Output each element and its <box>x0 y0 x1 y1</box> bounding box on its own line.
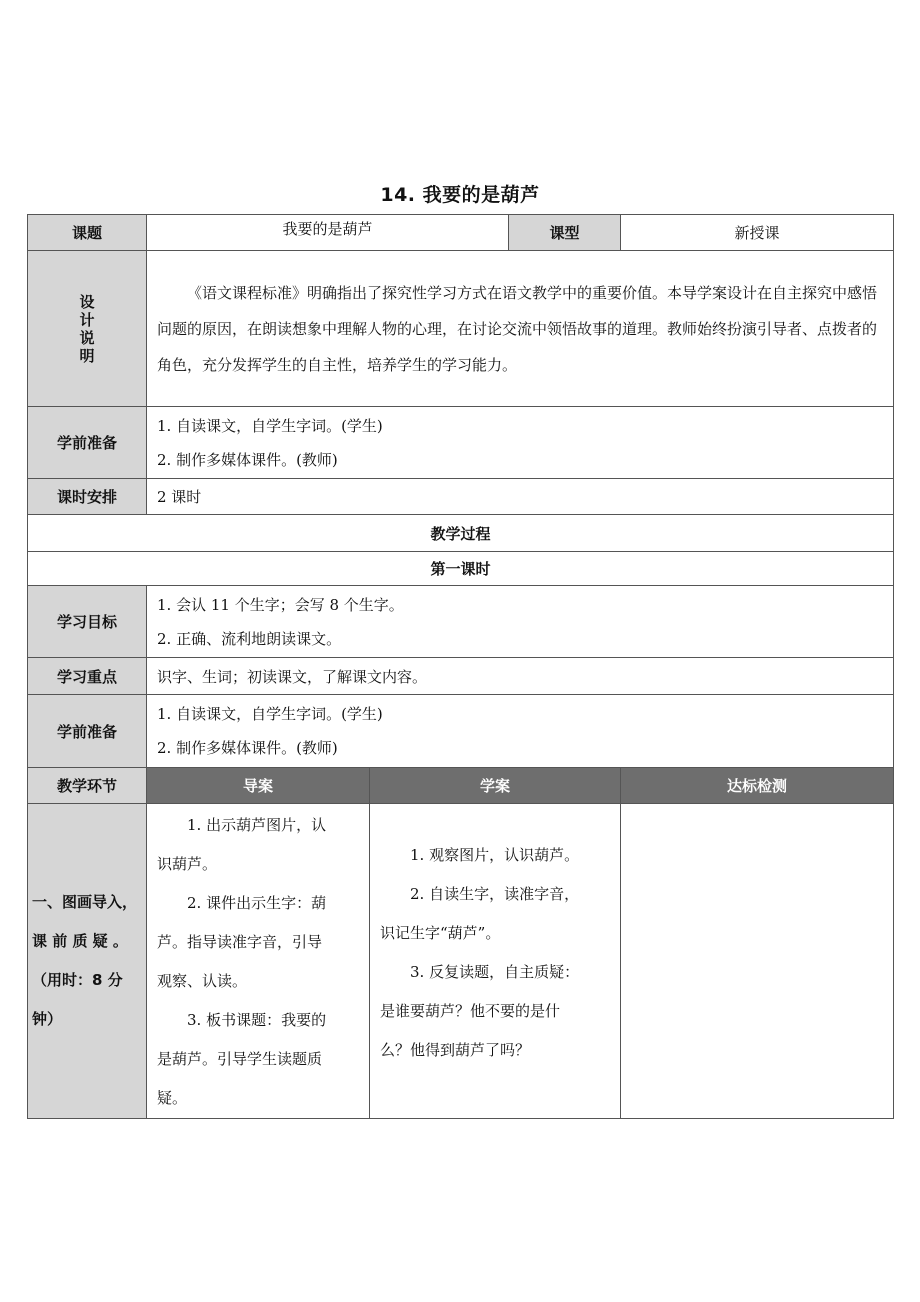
guide-line: 3. 板书课题：我要的 <box>187 1011 327 1029</box>
guide-line: 观察、认读。 <box>157 972 248 990</box>
design-label-char: 说 <box>79 328 95 347</box>
guide-line: 识葫芦。 <box>157 855 218 873</box>
stage1-row <box>28 804 894 1119</box>
goal-item: 1. 会认 11 个生字；会写 8 个生字。 <box>157 595 404 614</box>
goals-label: 学习目标 <box>28 586 147 658</box>
schedule-value: 2 课时 <box>147 479 894 515</box>
preparation-label: 学前准备 <box>28 407 147 479</box>
design-text: 《语文课程标准》明确指出了探究性学习方式在语文教学中的重要价值。本导学案设计在自主探究中感悟问题的原因，在朗读想象中理解人物的心理，在讨论交流中领悟故事的道理。教师始终扮演引导者、点拨者的角色，充分发挥学生的自主性，培养学生的学习能力。 <box>147 251 894 407</box>
type-value: 新授课 <box>621 215 894 251</box>
stage1-guide <box>147 804 370 1119</box>
stage1-label <box>28 804 147 1119</box>
document-title: 14. 我要的是葫芦 <box>380 184 540 206</box>
guide-line: 1. 出示葫芦图片，认 <box>187 816 327 834</box>
design-label <box>28 251 147 407</box>
guide-column-header: 导案 <box>147 768 370 804</box>
preparation2-label: 学前准备 <box>28 695 147 768</box>
topic-label: 课题 <box>28 215 147 251</box>
focus-label: 学习重点 <box>28 658 147 695</box>
stage1-label-line: 一、图画导入， <box>32 893 138 911</box>
lesson-title-row <box>28 552 894 586</box>
focus-value: 识字、生词；初读课文，了解课文内容。 <box>147 658 894 695</box>
stage1-label-line: 课 前 质 疑 。 <box>32 932 128 950</box>
stage1-study <box>370 804 621 1119</box>
guide-line: 是葫芦。引导学生读题质 <box>157 1050 323 1068</box>
stage-header-row <box>28 768 894 804</box>
process-title-row <box>28 515 894 552</box>
study-line: 识记生字“葫芦”。 <box>380 924 501 942</box>
stage-label-header: 教学环节 <box>28 768 147 804</box>
schedule-label: 课时安排 <box>28 479 147 515</box>
preparation-item: 1. 自读课文，自学生字词。(学生) <box>157 416 383 435</box>
study-line: 2. 自读生字，读准字音， <box>410 885 580 903</box>
study-column-header: 学案 <box>370 768 621 804</box>
goals-row <box>28 586 894 658</box>
guide-line: 2. 课件出示生字：葫 <box>187 894 327 912</box>
study-line: 1. 观察图片，认识葫芦。 <box>410 846 580 864</box>
design-row <box>28 251 894 407</box>
guide-line: 疑。 <box>157 1089 188 1107</box>
lesson-title: 第一课时 <box>28 552 894 586</box>
design-label-char: 明 <box>79 346 95 365</box>
topic-value: 我要的是葫芦 <box>147 215 509 251</box>
design-label-char: 计 <box>79 310 95 329</box>
goals-list <box>147 586 894 658</box>
preparation-row <box>28 407 894 479</box>
preparation-list <box>147 407 894 479</box>
study-line: 3. 反复读题，自主质疑： <box>410 963 580 981</box>
stage1-check <box>621 804 894 1119</box>
goal-item: 2. 正确、流利地朗读课文。 <box>157 629 342 648</box>
header-row <box>28 215 894 251</box>
preparation2-row <box>28 695 894 768</box>
type-label: 课型 <box>509 215 621 251</box>
stage1-label-line: 钟） <box>32 1010 63 1028</box>
study-line: 是谁要葫芦？他不要的是什 <box>380 1002 561 1020</box>
schedule-row <box>28 479 894 515</box>
process-title: 教学过程 <box>28 515 894 552</box>
focus-row <box>28 658 894 695</box>
lesson-plan-table <box>27 214 894 1119</box>
design-label-char: 设 <box>79 292 95 311</box>
preparation2-list <box>147 695 894 768</box>
check-column-header: 达标检测 <box>621 768 894 804</box>
preparation2-item: 1. 自读课文，自学生字词。(学生) <box>157 705 383 723</box>
guide-line: 芦。指导读准字音，引导 <box>157 933 323 951</box>
preparation2-item: 2. 制作多媒体课件。(教师) <box>157 739 338 757</box>
study-line: 么？他得到葫芦了吗？ <box>380 1041 531 1059</box>
stage1-label-line: （用时：8 分 <box>32 971 123 989</box>
preparation-item: 2. 制作多媒体课件。(教师) <box>157 450 338 469</box>
